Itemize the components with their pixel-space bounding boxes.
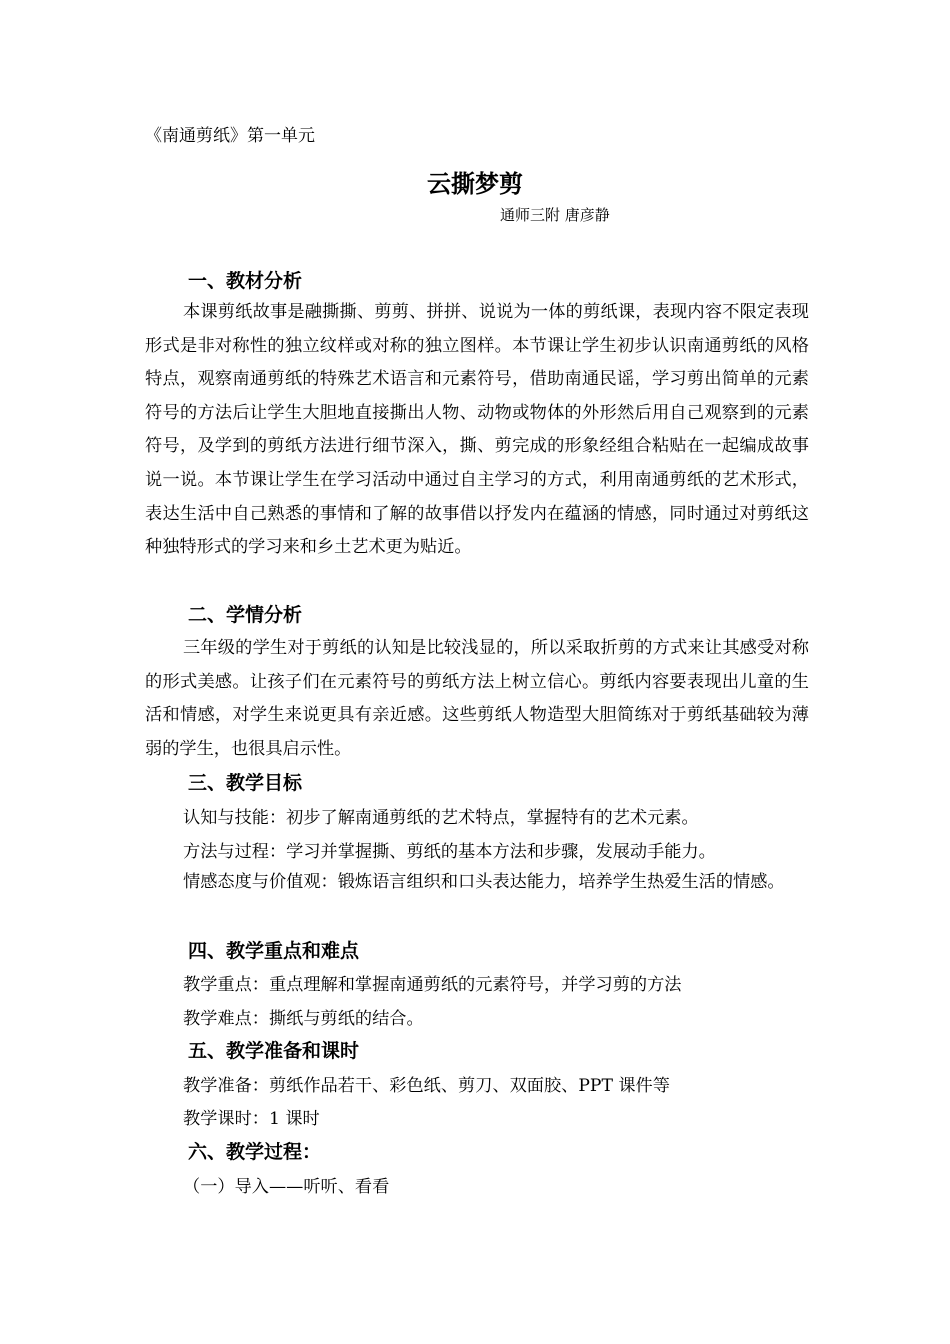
section-heading-textbook-analysis: 一、教材分析 [188,270,303,292]
section-heading-key-points: 四、教学重点和难点 [188,940,360,962]
unit-label: 《南通剪纸》第一单元 [145,126,315,146]
preparation-line: 教学准备：剪纸作品若干、彩色纸、剪刀、双面胶、PPT 课件等 [183,1076,670,1096]
section-heading-teaching-process: 六、教学过程： [188,1141,322,1163]
key-point-line: 教学重点：重点理解和掌握南通剪纸的元素符号，并学习剪的方法 [183,975,682,995]
section-heading-preparation: 五、教学准备和课时 [188,1040,360,1062]
goal-method-process: 方法与过程：学习并掌握撕、剪纸的基本方法和步骤，发展动手能力。 [183,842,716,862]
class-hours-line: 教学课时：1 课时 [183,1109,320,1129]
section-heading-student-analysis: 二、学情分析 [188,604,303,626]
process-step-intro: （一）导入——听听、看看 [183,1177,390,1197]
goal-cognition-skills: 认知与技能：初步了解南通剪纸的艺术特点，掌握特有的艺术元素。 [183,808,699,828]
section-paragraph-textbook-analysis: 本课剪纸故事是融撕撕、剪剪、拼拼、说说为一体的剪纸课，表现内容不限定表现形式是非对称性的独立纹样或对称的独立图样。本节课让学生初步认识南通剪纸的风格特点，观察南通剪纸的特殊艺术语言和元素符号，借助南通民谣，学习剪出简单的元素符号的方法后让学生大胆地直接撕出人物、动物或物体的外形然后用自己观察到的元素符号，及学到的剪纸方法进行细节深入，撕、剪完成的形象经组合粘贴在一起编成故事说一说。本节课让学生在学习活动中通过自主学习的方式，利用南通剪纸的艺术形式，表达生活中自己熟悉的事情和了解的故事借以抒发内在蕴涵的情感，同时通过对剪纸这种独特形式的学习来和乡土艺术更为贴近。 [145,302,809,558]
author-line: 通师三附 唐彦静 [500,206,610,224]
difficulty-line: 教学难点：撕纸与剪纸的结合。 [183,1009,424,1029]
goal-emotion-values: 情感态度与价值观：锻炼语言组织和口头表达能力，培养学生热爱生活的情感。 [183,872,785,892]
section-heading-teaching-goals: 三、教学目标 [188,772,303,794]
section-paragraph-student-analysis: 三年级的学生对于剪纸的认知是比较浅显的，所以采取折剪的方式来让其感受对称的形式美感。让孩子们在元素符号的剪纸方法上树立信心。剪纸内容要表现出儿童的生活和情感，对学生来说更具有亲近感。这些剪纸人物造型大胆简练对于剪纸基础较为薄弱的学生，也很具启示性。 [145,638,809,759]
document-title: 云撕梦剪 [427,170,523,198]
